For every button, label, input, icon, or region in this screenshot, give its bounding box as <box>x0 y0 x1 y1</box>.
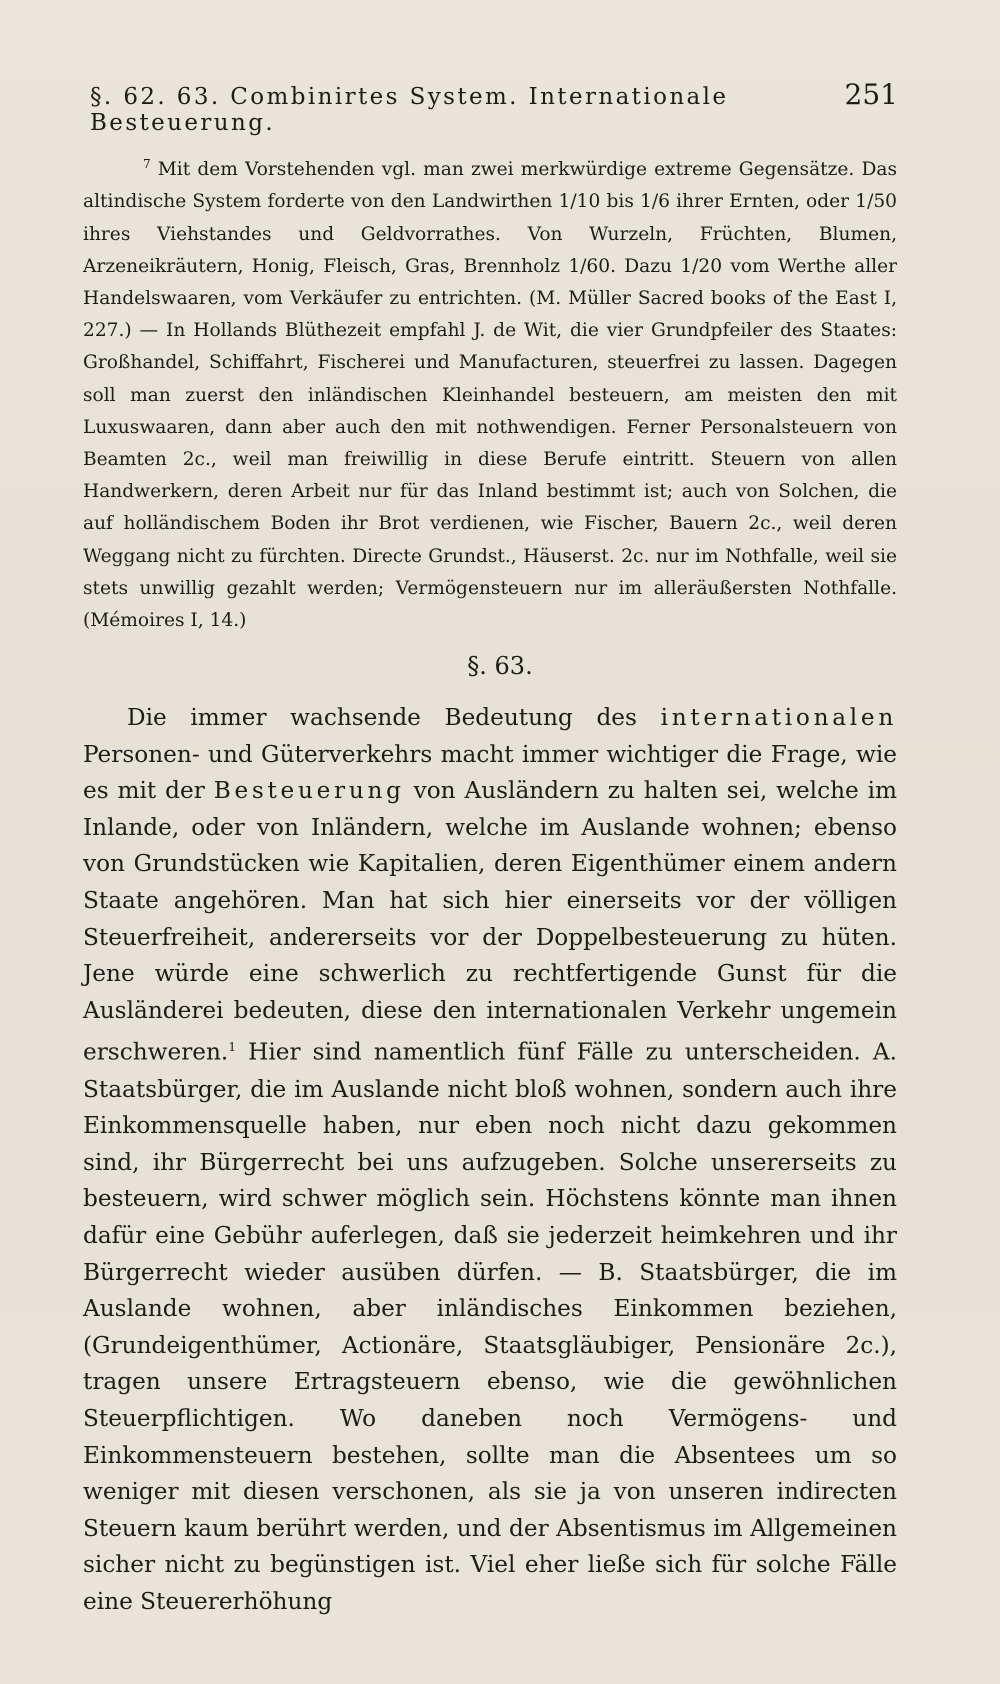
body-text-3: von Ausländern zu halten sei, welche im Inlande, oder von Inländern, welche im Auslande wohnen; ebenso von Grundstücken wie Kapitalien, deren Eigenthümer einem andern Staate angehören. Man hat sich hier einerseits vor der völligen Steuerfreiheit, andererseits vor der Doppelbesteuerung zu hüten. Jene würde eine schwerlich zu rechtfertigende Gunst für die Ausländerei bedeuten, diese den internationalen Verkehr ungemein erschweren. <box>83 777 898 1067</box>
section-heading: §. 63. <box>467 652 533 680</box>
running-head: §. 62. 63. Combinirtes System. Internationale Besteuerung. <box>90 84 729 136</box>
body-text-2: Personen- und Güterverkehrs macht immer wichtiger die Frage, wie es mit der <box>83 740 897 805</box>
footnote-reference: 1 <box>228 1040 236 1055</box>
emphasis-besteuerung: Besteuerung <box>213 777 405 805</box>
main-text <box>83 700 897 1621</box>
body-paragraph <box>83 700 897 1621</box>
footnote-block <box>83 148 897 637</box>
page-header <box>90 78 898 136</box>
footnote-text: Mit dem Vorstehenden vgl. man zwei merkwürdige extreme Gegensätze. Das altindische System forderte von den Landwirthen 1/10 bis 1/6 ihrer Ernten, oder 1/50 ihres Viehstandes und Geldvorrathes. Von Wurzeln, Früchten, Blumen, Arzeneikräutern, Honig, Fleisch, Gras, Brennholz 1/60. Dazu 1/20 vom Werthe aller Handelswaaren, vom Verkäufer zu entrichten. (M. Müller Sacred books of the East I, 227.) — In Hollands Blüthezeit empfahl J. de Wit, die vier Grundpfeiler des Staates: Großhandel, Schiffahrt, Fischerei und Manufacturen, steuerfrei zu lassen. Dagegen soll man zuerst den inländischen Kleinhandel besteuern, am meisten den mit Luxuswaaren, dann aber auch den mit nothwendigen. Ferner Personalsteuern von Beamten 2c., weil man freiwillig in diese Berufe eintritt. Steuern von allen Handwerkern, deren Arbeit nur für das Inland bestimmt ist; auch von Solchen, die auf holländischem Boden ihr Brot verdienen, wie Fischer, Bauern 2c., weil deren Weggang nicht zu fürchten. Directe Grundst., Häuserst. 2c. nur im Nothfalle, weil sie stets unwillig gezahlt werden; Vermögensteuern nur im alleräußersten Nothfalle. (Mémoires I, 14.) <box>83 159 897 632</box>
footnote-marker: 7 <box>143 157 151 171</box>
body-text-4: Hier sind namentlich fünf Fälle zu unterscheiden. A. Staatsbürger, die im Auslande nicht bloß wohnen, sondern auch ihre Einkommensquelle haben, nur eben noch nicht dazu gekommen sind, ihr Bürgerrecht bei uns aufzugeben. Solche unsererseits zu besteuern, wird schwer möglich sein. Höchstens könnte man ihnen dafür eine Gebühr auferlegen, daß sie jederzeit heimkehren und ihr Bürgerrecht wieder ausüben dürfen. — B. Staatsbürger, die im Auslande wohnen, aber inländisches Einkommen beziehen, (Grundeigenthümer, Actionäre, Staatsgläubiger, Pensionäre 2c.), tragen unsere Ertragsteuern ebenso, wie die gewöhnlichen Steuerpflichtigen. Wo daneben noch Vermögens- und Einkommensteuern bestehen, sollte man die Absentees um so weniger mit diesen verschonen, als sie ja von unseren indirecten Steuern kaum berührt werden, und der Absentismus im Allgemeinen sicher nicht zu begünstigen ist. Viel eher ließe sich für solche Fälle eine Steuererhöhung <box>83 1039 897 1615</box>
footnote-paragraph <box>83 148 897 637</box>
body-text-1: Die immer wachsende Bedeutung des <box>127 704 637 731</box>
emphasis-internationalen: internationalen <box>660 704 897 731</box>
page-number: 251 <box>844 78 898 111</box>
